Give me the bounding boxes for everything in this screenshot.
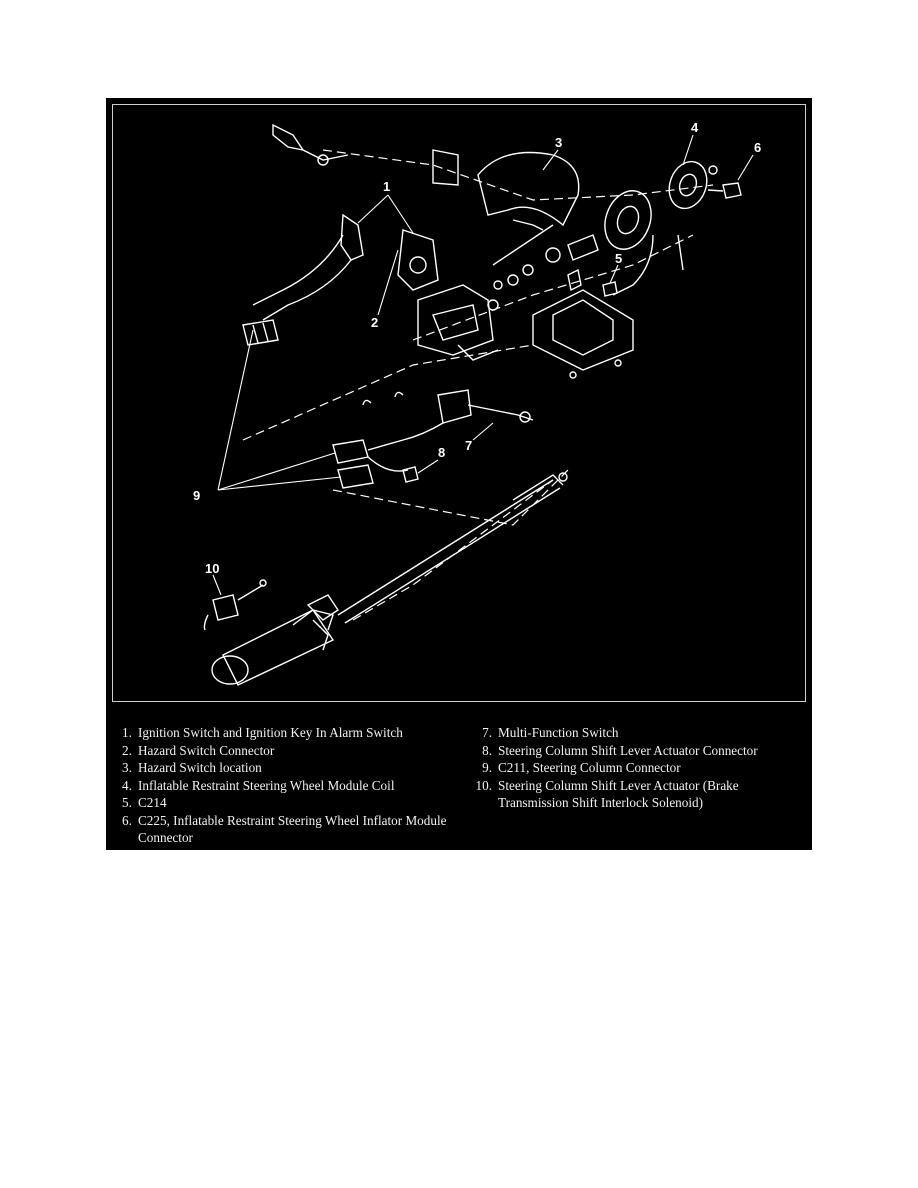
callout-9: 9 <box>193 488 201 503</box>
legend-text: Steering Column Shift Lever Actuator (Brake Transmission Shift Interlock Solenoid) <box>498 777 739 810</box>
legend-text: Multi-Function Switch <box>498 725 619 740</box>
legend-left-column <box>122 724 452 847</box>
legend-text: C214 <box>138 795 167 810</box>
exploded-diagram <box>112 104 806 702</box>
steering-column-figure <box>106 98 812 850</box>
leader-9-mid <box>218 453 335 490</box>
ignition-switch <box>253 215 438 320</box>
leader-10 <box>213 575 221 595</box>
multi-function-switch <box>363 390 533 450</box>
legend-item-5 <box>122 794 452 812</box>
legend-number: 4. <box>122 777 132 793</box>
legend-right-column <box>476 724 806 812</box>
leader-9-lower <box>218 477 341 490</box>
legend-text: Inflatable Restraint Steering Wheel Module Coil <box>138 777 395 793</box>
legend-number: 1. <box>122 725 132 740</box>
legend-number: 5. <box>122 795 132 810</box>
callout-7: 7 <box>465 438 473 453</box>
legend-item-9 <box>476 759 806 777</box>
shift-lever-actuator <box>204 580 266 630</box>
callout-10: 10 <box>205 561 220 576</box>
steering-column-exploded-view <box>113 105 805 701</box>
leader-1 <box>358 195 413 233</box>
legend-item-10 <box>476 777 806 812</box>
legend-text: Hazard Switch Connector <box>138 742 275 758</box>
callout-5: 5 <box>615 251 623 266</box>
leader-7 <box>473 423 493 440</box>
connector-c211-lower <box>333 440 408 488</box>
legend-item-7 <box>476 724 806 742</box>
callout-8: 8 <box>438 445 446 460</box>
shaft-components <box>488 225 598 310</box>
callout-4: 4 <box>691 120 699 135</box>
leader-6 <box>738 155 753 180</box>
leader-9-upper <box>218 330 253 490</box>
legend-text: Steering Column Shift Lever Actuator Connector <box>498 742 758 758</box>
callout-3: 3 <box>555 135 563 150</box>
legend-text: C211, Steering Column Connector <box>498 760 681 775</box>
legend-number: 10. <box>475 777 492 793</box>
legend-number: 9. <box>482 760 492 775</box>
legend-number: 8. <box>482 742 492 758</box>
lower-cover <box>533 270 633 378</box>
callout-6: 6 <box>754 140 762 155</box>
legend-item-8 <box>476 742 806 760</box>
legend-number: 6. <box>122 812 132 828</box>
connector-actuator <box>403 460 438 482</box>
legend-item-1 <box>122 724 452 742</box>
legend-text: Hazard Switch location <box>138 760 262 775</box>
ignition-key <box>273 125 348 165</box>
legend-text: Ignition Switch and Ignition Key In Alarm Switch <box>138 725 403 740</box>
legend-number: 2. <box>122 742 132 758</box>
legend-item-6 <box>122 812 452 847</box>
callout-2: 2 <box>371 315 379 330</box>
leader-4 <box>683 135 693 165</box>
leader-5 <box>610 265 618 283</box>
legend-item-2 <box>122 742 452 760</box>
assembly-line-top <box>323 150 713 200</box>
legend-text: C225, Inflatable Restraint Steering Wheel Inflator Module Connector <box>138 812 447 845</box>
legend-number: 3. <box>122 760 132 775</box>
jacket-tube <box>212 595 338 685</box>
callout-1: 1 <box>383 179 391 194</box>
parts-legend <box>106 724 812 850</box>
connector-c211-upper <box>243 320 278 345</box>
module-coil <box>597 156 717 295</box>
legend-item-4 <box>122 777 452 795</box>
legend-item-3 <box>122 759 452 777</box>
leader-2 <box>378 250 398 315</box>
legend-number: 7. <box>482 725 492 740</box>
assembly-line-lower <box>333 470 568 525</box>
